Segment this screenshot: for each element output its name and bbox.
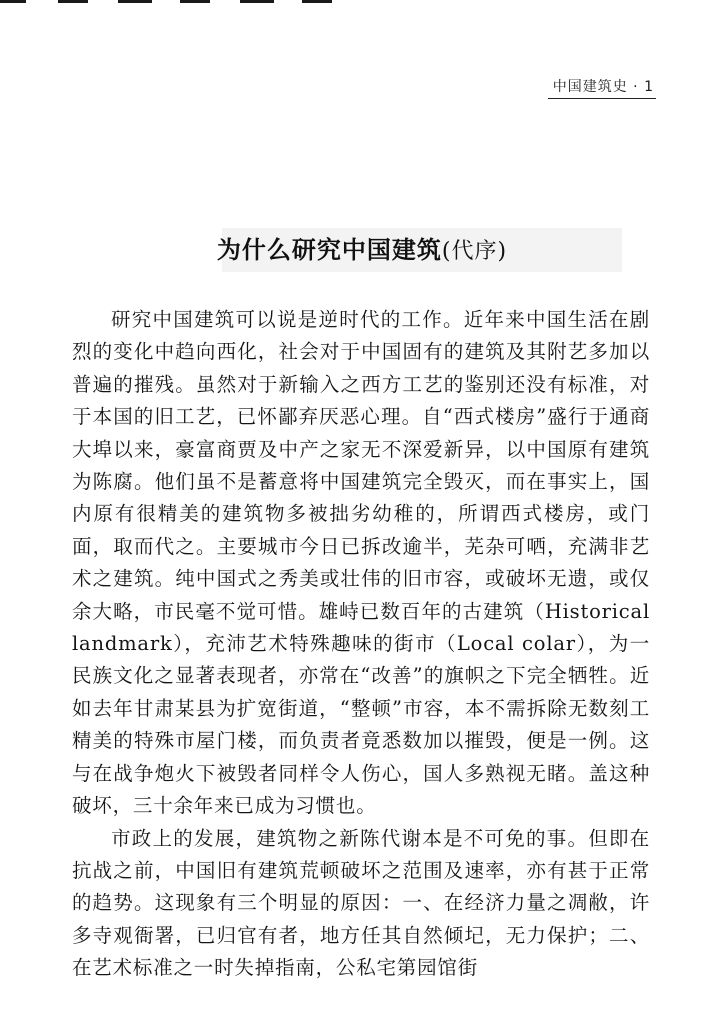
header-rule: [548, 98, 656, 99]
paragraph: 市政上的发展，建筑物之新陈代谢本是不可免的事。但即在抗战之前，中国旧有建筑荒顿破坏之范围及速率，亦有甚于正常的趋势。这现象有三个明显的原因：一、在经济力量之凋敝，许多寺观衙署，已归官有者，地方任其自然倾圮，无力保护；二、在艺术标准之一时失掉指南，公私宅第园馆街: [72, 826, 650, 980]
scan-mark: [240, 0, 274, 3]
scan-edge-marks: [0, 0, 724, 6]
chapter-title-subtitle: (代序): [441, 239, 508, 264]
paragraph: 研究中国建筑可以说是逆时代的工作。近年来中国生活在剧烈的变化中趋向西化，社会对于中国固有的建筑及其附艺多加以普遍的摧残。虽然对于新输入之西方工艺的鉴别还没有标准，对于本国的旧工艺，已怀鄙弃厌恶心理。自“西式楼房”盛行于通商大埠以来，豪富商贾及中产之家无不深爱新异，以中国原有建筑为陈腐。他们虽不是蓄意将中国建筑完全毁灭，而在事实上，国内原有很精美的建筑物多被拙劣幼稚的，所谓西式楼房，或门面，取而代之。主要城市今日已拆改逾半，芜杂可哂，充满非艺术之建筑。纯中国式之秀美或壮伟的旧市容，或破坏无遗，或仅余大略，市民毫不觉可惜。雄峙已数百年的古建筑（Historical landmark），充沛艺术特殊趣味的街市（Local colar），为一民族文化之显著表现者，亦常在“改善”的旗帜之下完全牺牲。近如去年甘肃某县为扩宽街道，“整顿”市容，本不需拆除无数刻工精美的特殊市屋门楼，而负责者竟悉数加以摧毁，便是一例。这与在战争炮火下被毁者同样令人伤心，国人多熟视无睹。盖这种破坏，三十余年来已成为习惯也。: [72, 308, 650, 818]
chapter-title-main: 为什么研究中国建筑: [216, 236, 442, 264]
chapter-title: [0, 230, 724, 265]
body-text: [72, 304, 650, 985]
scan-mark: [118, 0, 152, 3]
scan-mark: [58, 0, 88, 3]
scan-mark: [180, 0, 210, 3]
running-header: 中国建筑史 · 1: [552, 79, 654, 95]
scan-mark: [302, 0, 332, 3]
scan-mark: [0, 0, 26, 3]
